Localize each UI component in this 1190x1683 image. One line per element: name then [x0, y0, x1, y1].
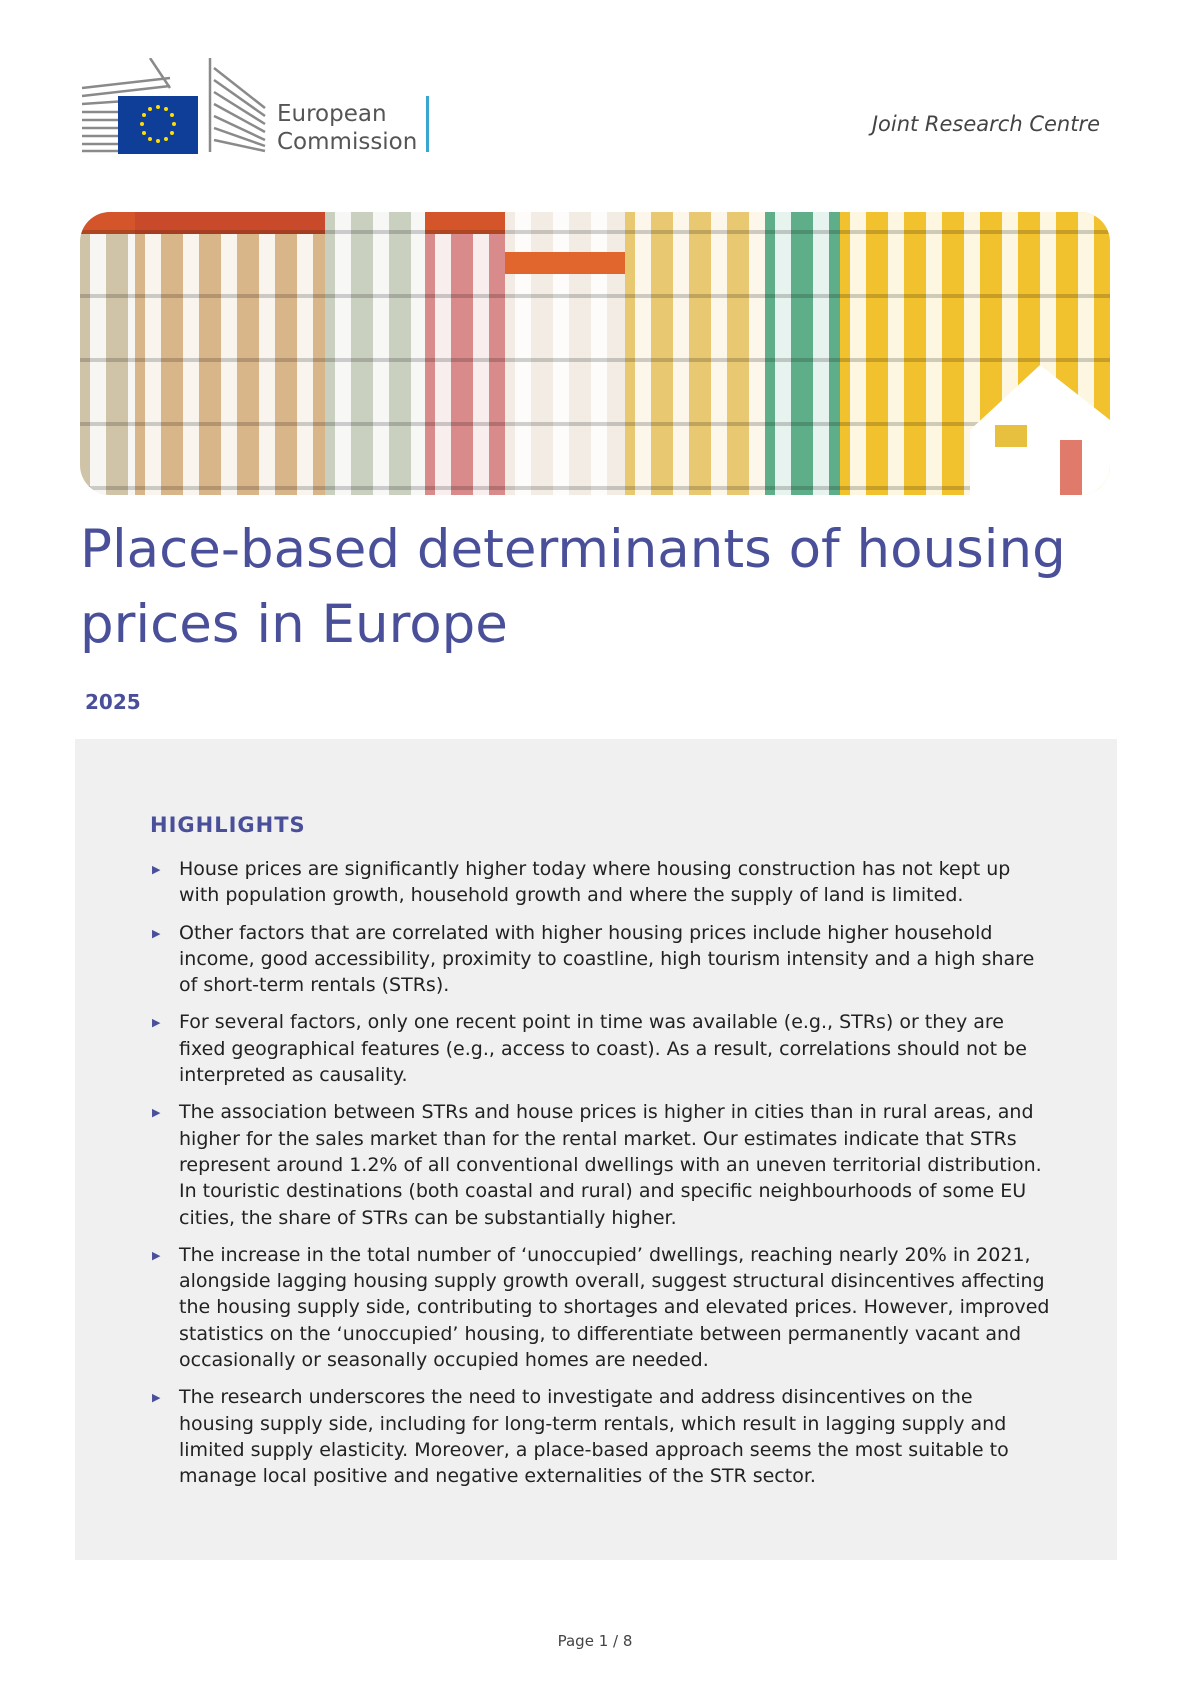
- logo-divider: [426, 96, 429, 152]
- logo-text-european: European: [277, 101, 387, 127]
- house-icon: [970, 365, 1110, 495]
- list-item: ▶ The association between STRs and house prices is higher in cities than in rural areas, and higher for the sales market than for the rental market. Our estimates indicate that STRs represent around 1.2% of all conventional dwellings with an uneven territorial distribution. In touristic destinations (both coastal and rural) and specific neighbourhoods of some EU cities, the share of STRs can be substantially higher.: [152, 1101, 1042, 1229]
- logo-text-commission: Commission: [277, 129, 418, 155]
- list-item: ▶ For several factors, only one recent point in time was available (e.g., STRs) or they are fixed geographical features (e.g., access to coast). As a result, correlations should not be interpreted as causality.: [152, 1011, 1027, 1087]
- highlights-list: [150, 856, 1050, 1501]
- joint-research-centre-label: Joint Research Centre: [871, 112, 1100, 136]
- bullet-triangle-icon: ▶: [152, 1391, 161, 1405]
- bullet-triangle-icon: ▶: [152, 1248, 161, 1262]
- publication-year: 2025: [85, 690, 141, 714]
- page-title: Place-based determinants of housing prices in Europe: [80, 519, 1066, 655]
- list-item: ▶ The increase in the total number of ‘unoccupied’ dwellings, reaching nearly 20% in 2021, alongside lagging housing supply growth overall, suggest structural disincentives affecting the housing supply side, contributing to shortages and elevated prices. However, improved statistics on the ‘unoccupied’ housing, to differentiate between permanently vacant and occasionally or seasonally occupied homes are needed.: [152, 1243, 1050, 1372]
- bullet-triangle-icon: ▶: [152, 1106, 161, 1120]
- bullet-triangle-icon: ▶: [152, 926, 161, 940]
- bullet-triangle-icon: ▶: [152, 863, 161, 876]
- list-item: ▶ Other factors that are correlated with higher housing prices include higher household income, good accessibility, proximity to coastline, high tourism intensity and a high share of short-term rentals (STRs).: [152, 921, 1035, 997]
- list-item: ▶ The research underscores the need to investigate and address disincentives on the housing supply side, including for long-term rentals, which result in lagging supply and limited supply elasticity. Moreover, a place-based approach seems the most suitable to manage local positive and negative externalities of the STR sector.: [152, 1386, 1009, 1488]
- bullet-triangle-icon: ▶: [152, 1016, 161, 1030]
- page-number: Page 1 / 8: [557, 1632, 633, 1650]
- hero-image-colorful-houses: [80, 212, 1110, 495]
- list-item: ▶ House prices are significantly higher today where housing construction has not kept up with population growth, household growth and where the supply of land is limited.: [152, 858, 1011, 907]
- highlights-heading: HIGHLIGHTS: [150, 813, 306, 837]
